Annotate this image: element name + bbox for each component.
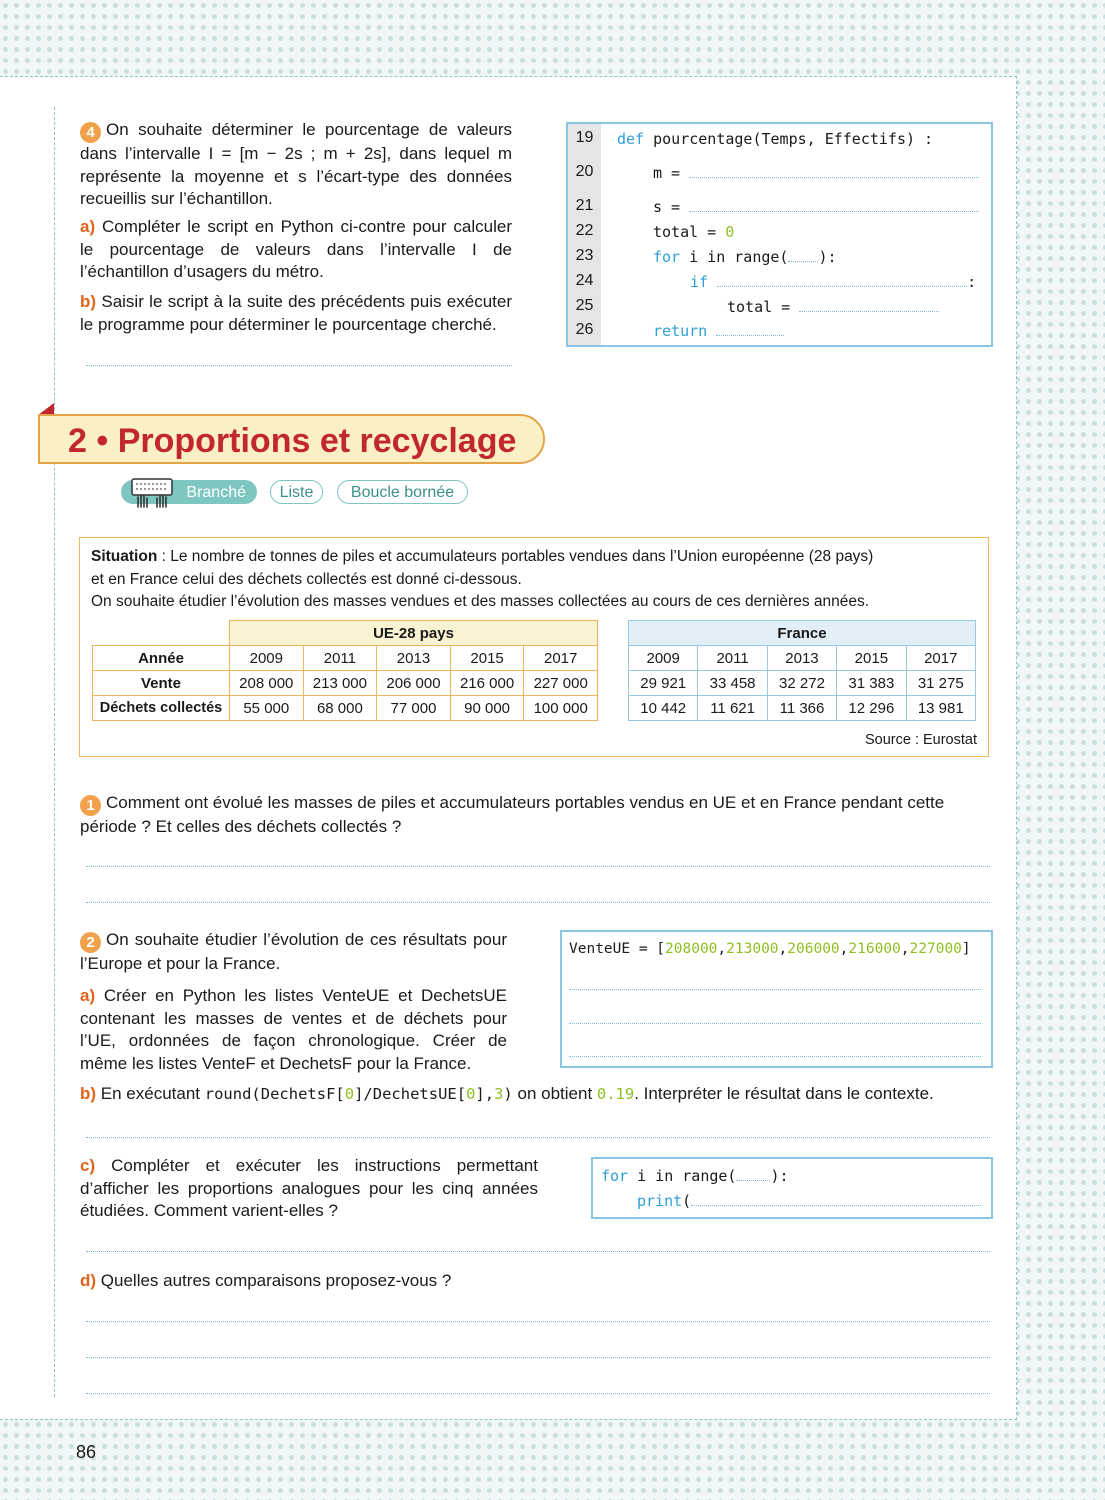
table-row <box>93 646 598 671</box>
table-cell: 208 000 <box>230 671 304 696</box>
ex4-a-label: a) <box>80 217 96 236</box>
q2-number-badge: 2 <box>80 932 101 953</box>
table-cell: 2015 <box>450 646 524 671</box>
code-text: ]/DechetsUE[ <box>354 1085 467 1103</box>
table-cell: 2017 <box>524 646 598 671</box>
line-number: 26 <box>575 321 594 338</box>
table-cell: 32 272 <box>767 671 836 696</box>
table-cell: 29 921 <box>629 671 698 696</box>
code-line-20 <box>653 164 979 182</box>
q2-part-b <box>80 1083 995 1106</box>
answer-line[interactable] <box>86 365 512 366</box>
code-line-19 <box>617 130 933 148</box>
table-cell: 10 442 <box>629 696 698 721</box>
code-answer-line[interactable] <box>569 1056 981 1057</box>
code-block-listes <box>560 930 993 1068</box>
code-blank-print[interactable] <box>691 1193 981 1206</box>
answer-line[interactable] <box>86 1137 990 1138</box>
code-block-pourcentage <box>566 122 993 347</box>
q1-number-badge: 1 <box>80 795 101 816</box>
table-cell: 227 000 <box>524 671 598 696</box>
table-row <box>629 696 976 721</box>
tag-liste: Liste <box>270 480 323 504</box>
situation-line: On souhaite étudier l’évolution des masses vendues et des masses collectées au cours de ces dernières années. <box>91 593 870 610</box>
table-row <box>629 621 976 646</box>
tag-boucle-bornee: Boucle bornée <box>337 480 468 504</box>
ex4-part-b <box>80 291 512 336</box>
code-text: total = <box>653 223 726 241</box>
code-number: 206000 <box>787 941 840 957</box>
table-cell: 31 383 <box>837 671 906 696</box>
table-cell: 12 296 <box>837 696 906 721</box>
table-cell: 2009 <box>629 646 698 671</box>
code-line-24 <box>690 273 976 291</box>
code-text: s = <box>653 198 690 216</box>
page-number: 86 <box>76 1442 97 1462</box>
answer-line[interactable] <box>86 1357 990 1358</box>
q2-c-label: c) <box>80 1156 96 1175</box>
code-keyword: print <box>637 1192 683 1210</box>
code-keyword: return <box>653 322 708 340</box>
q1-question: Comment ont évolué les masses de piles et accumulateurs portables vendus en UE et en France pendant cette période ? Et celles des déchets collectés ? <box>80 793 945 836</box>
code-blank-range[interactable] <box>736 1168 770 1181</box>
table-header-ue: UE-28 pays <box>230 621 598 646</box>
code-line-26 <box>653 322 784 340</box>
code-text: ] <box>961 941 971 957</box>
q2-part-a <box>80 985 507 1075</box>
line-number: 22 <box>575 222 594 239</box>
code-text: ): <box>770 1167 789 1185</box>
answer-line[interactable] <box>86 902 990 903</box>
answer-line[interactable] <box>86 1251 990 1252</box>
q2-a-label: a) <box>80 986 96 1005</box>
code-blank-range[interactable] <box>788 249 818 262</box>
situation-label: Situation <box>91 548 158 565</box>
table-cell: 213 000 <box>303 671 377 696</box>
keyboard-hands-icon <box>126 473 178 513</box>
code-block-boucle <box>591 1157 993 1219</box>
code-number: 0 <box>344 1085 355 1103</box>
table-row <box>93 696 598 721</box>
table-cell: 2013 <box>767 646 836 671</box>
source-label: Source : Eurostat <box>864 732 977 748</box>
table-cell: 11 621 <box>698 696 767 721</box>
code-line-print <box>637 1192 981 1210</box>
code-text: ( <box>682 1192 692 1210</box>
code-number: 227000 <box>909 941 962 957</box>
table-cell: 100 000 <box>524 696 598 721</box>
code-text: i in range( <box>628 1167 737 1185</box>
code-keyword: for <box>653 248 681 266</box>
q2-b-label: b) <box>80 1084 97 1103</box>
table-cell: 2011 <box>698 646 767 671</box>
q2-d-text: Quelles autres comparaisons proposez-vous ? <box>100 1271 452 1290</box>
code-text: ) <box>503 1085 513 1103</box>
code-line-22 <box>653 223 734 241</box>
code-answer-line[interactable] <box>569 1023 981 1024</box>
q2-b-text: on obtient <box>512 1084 597 1103</box>
section-title: 2 • Proportions et recyclage <box>38 414 545 464</box>
code-line-21 <box>653 198 979 216</box>
code-line-25 <box>727 298 939 316</box>
code-blank-s[interactable] <box>689 199 979 212</box>
q2-b-text: . Interpréter le résultat dans le contexte. <box>634 1084 934 1103</box>
code-text: i in range( <box>680 248 789 266</box>
code-keyword: for <box>601 1167 629 1185</box>
table-cell: 77 000 <box>377 696 451 721</box>
table-header-france: France <box>629 621 976 646</box>
table-cell: 2013 <box>377 646 451 671</box>
table-cell: 13 981 <box>906 696 975 721</box>
ex4-part-a <box>80 216 512 284</box>
code-keyword: if <box>690 273 709 291</box>
code-number: 213000 <box>726 941 779 957</box>
table-cell: 11 366 <box>767 696 836 721</box>
q2-intro <box>80 929 507 976</box>
table-cell: 68 000 <box>303 696 377 721</box>
code-line-23 <box>653 248 837 266</box>
line-number: 21 <box>575 197 594 214</box>
code-line-for <box>601 1167 789 1185</box>
code-blank-total[interactable] <box>799 299 939 312</box>
ex4-b-text: Saisir le script à la suite des précédents puis exécuter le programme pour déterminer le pourcentage cherché. <box>80 292 512 334</box>
table-cell: 55 000 <box>230 696 304 721</box>
code-blank-m[interactable] <box>689 165 979 178</box>
table-row <box>629 671 976 696</box>
code-line-venteue: VenteUE = [208000,213000,206000,216000,227000] <box>569 941 971 957</box>
table-cell: 2015 <box>837 646 906 671</box>
ex4-intro-text: On souhaite déterminer le pourcentage de valeurs dans l’intervalle I = [m − 2s ; m + 2s], dans lequel m représente la moyenne et s l’écart-type des données recueillis sur l’échantillon. <box>80 120 512 208</box>
q2-part-c <box>80 1155 538 1223</box>
code-blank-return[interactable] <box>716 323 784 336</box>
q2-part-d <box>80 1270 980 1293</box>
table-cell: 2009 <box>230 646 304 671</box>
row-label-dechets: Déchets collectés <box>93 696 230 721</box>
table-cell: 206 000 <box>377 671 451 696</box>
line-number: 24 <box>575 272 594 289</box>
code-text: m = <box>653 164 690 182</box>
table-row <box>629 646 976 671</box>
q2-b-text: En exécutant <box>100 1084 205 1103</box>
ex4-number-badge: 4 <box>80 122 101 143</box>
table-cell: 90 000 <box>450 696 524 721</box>
code-text: ): <box>818 248 837 266</box>
table-cell-empty <box>93 621 230 646</box>
code-number: 0 <box>725 223 735 241</box>
answer-line[interactable] <box>86 866 990 867</box>
table-cell: 2011 <box>303 646 377 671</box>
situation-line: : Le nombre de tonnes de piles et accumulateurs portables vendues dans l’Union européenne (28 pays) <box>157 548 874 565</box>
q2-intro-text: On souhaite étudier l’évolution de ces résultats pour l’Europe et pour la France. <box>80 930 507 973</box>
q2-a-text: Créer en Python les listes VenteUE et DechetsUE contenant les masses de ventes et de déchets pour l’UE, ordonnées de façon chronologique. Créer de même les listes VenteF et DechetsF pour la France. <box>80 986 507 1073</box>
ex4-a-text: Compléter le script en Python ci-contre pour calculer le pourcentage de valeurs dans l’intervalle I de l’échantillon d’usagers du métro. <box>80 217 512 281</box>
q1-text <box>80 792 990 839</box>
line-number: 19 <box>575 129 594 146</box>
table-cell: 33 458 <box>698 671 767 696</box>
table-ue <box>92 620 598 721</box>
code-text: : <box>967 273 977 291</box>
situation-line: et en France celui des déchets collectés est donné ci-dessous. <box>91 570 522 588</box>
code-text: total = <box>727 298 800 316</box>
code-keyword: def <box>617 130 645 148</box>
code-text: pourcentage(Temps, Effectifs) : <box>644 130 934 148</box>
situation-text <box>91 546 873 614</box>
ex4-intro <box>80 119 512 211</box>
table-row <box>93 671 598 696</box>
tag-branche <box>121 480 257 504</box>
code-text: round(DechetsF[ <box>204 1085 345 1103</box>
code-answer-line[interactable] <box>569 989 981 990</box>
table-france <box>628 620 976 721</box>
row-label-annee: Année <box>93 646 230 671</box>
table-cell: 216 000 <box>450 671 524 696</box>
line-number: 23 <box>575 247 594 264</box>
line-number: 20 <box>575 163 594 180</box>
row-label-vente: Vente <box>93 671 230 696</box>
answer-line[interactable] <box>86 1321 990 1322</box>
code-blank-if[interactable] <box>717 274 967 287</box>
line-number: 25 <box>575 297 594 314</box>
answer-line[interactable] <box>86 1393 990 1394</box>
inline-code <box>205 1085 513 1103</box>
inline-code-result: 0.19 <box>596 1085 635 1103</box>
code-number: 0 <box>466 1085 476 1103</box>
q2-d-label: d) <box>80 1271 97 1290</box>
code-number: 3 <box>494 1085 504 1103</box>
q2-c-text: Compléter et exécuter les instructions permettant d’afficher les proportions analogues pour les cinq années étudiées. Comment varient-elles ? <box>80 1156 538 1220</box>
code-number: 208000 <box>665 941 718 957</box>
code-text: VenteUE = [ <box>569 941 666 957</box>
table-row <box>93 621 598 646</box>
table-cell: 2017 <box>906 646 975 671</box>
margin-rule <box>54 107 55 1397</box>
code-number: 216000 <box>848 941 901 957</box>
tag-label: Branché <box>186 484 246 501</box>
ex4-b-label: b) <box>80 292 97 311</box>
table-cell: 31 275 <box>906 671 975 696</box>
code-text: ], <box>475 1085 495 1103</box>
